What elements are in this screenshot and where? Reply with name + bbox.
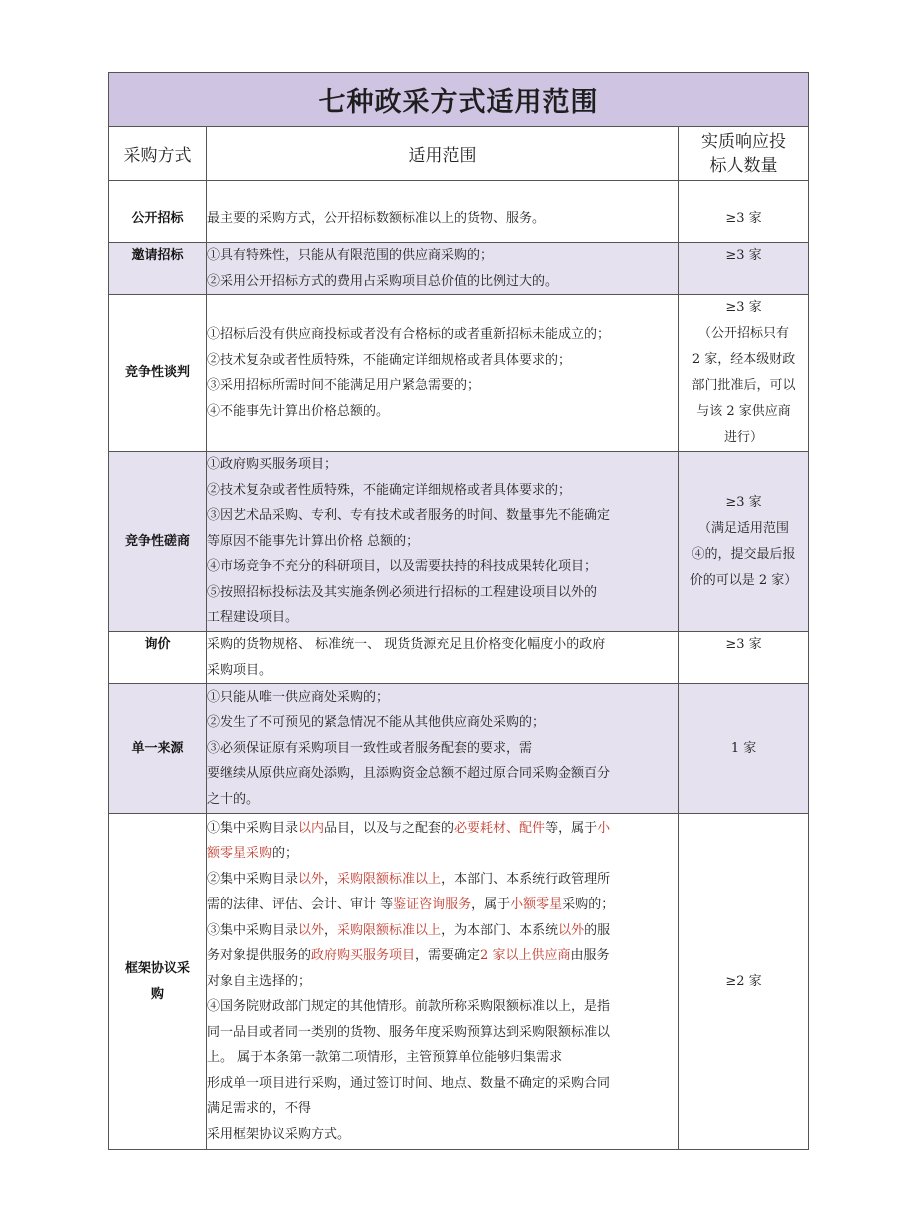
count-line: ④的，提交最后报 — [691, 546, 796, 562]
scope-cell — [207, 632, 679, 684]
scope-line: 同一品目或者同一类别的货物、服务年度采购预算达到采购限额标准以 — [207, 1024, 611, 1040]
count-line: 进行） — [724, 430, 764, 445]
count-line: ≥3 家 — [725, 494, 762, 510]
scope-cell — [207, 295, 679, 452]
scope-line: 之十的。 — [207, 791, 260, 807]
count-line: 部门批准后，可以 — [691, 378, 796, 393]
count-line: ≥3 家 — [725, 300, 762, 315]
scope-line: ②采用公开招标方式的费用占采购项目总价值的比例过大的。 — [207, 273, 559, 289]
scope-line: ①具有特殊性，只能从有限范围的供应商采购的； — [207, 248, 494, 263]
table-row — [109, 452, 809, 632]
table-row — [109, 295, 809, 452]
table-row — [109, 181, 809, 243]
scope-line: ③必须保证原有采购项目一致性或者服务配套的要求，需 — [207, 740, 533, 756]
count-line: （公开招标只有 — [698, 326, 790, 341]
count-cell — [679, 452, 809, 632]
scope-line: 要继续从原供应商处添购，且添购资金总额不超过原合同采购金额百分 — [207, 766, 611, 782]
scope-line: ③因艺术品采购、专利、专有技术或者服务的时间、数量事先不能确定 — [207, 508, 611, 524]
scope-line: 最主要的采购方式，公开招标数额标准以上的货物、服务。 — [207, 210, 546, 226]
scope-line: 形成单一项目进行采购，通过签订时间、地点、数量不确定的采购合同 — [207, 1075, 611, 1091]
count-line: ≥2 家 — [725, 973, 762, 989]
scope-line: ①只能从唯一供应商处采购的； — [207, 689, 390, 705]
procurement-methods-table — [108, 72, 809, 1150]
table-row — [109, 684, 809, 814]
scope-line: 采用框架协议采购方式。 — [207, 1126, 351, 1142]
scope-line: ⑤按照招标投标法及其实施条例必须进行招标的工程建设项目以外的 — [207, 584, 598, 600]
scope-paragraph-3: ③集中采购目录以外，采购限额标准以上，为本部门、本系统以外的服 务对象提供服务的政府购买服务项目，需要确定2 家以上供应商由服务 对象自主选择的； — [207, 922, 611, 989]
scope-cell — [207, 181, 679, 243]
table-row — [109, 243, 809, 295]
scope-line: ④国务院财政部门规定的其他情形。前款所称采购限额标准以上，是指 — [207, 999, 611, 1015]
scope-cell — [207, 684, 679, 814]
table-row — [109, 632, 809, 684]
table-row — [109, 814, 809, 1150]
count-line: ≥3 家 — [725, 248, 762, 263]
method-cell: 竞争性磋商 — [109, 452, 207, 632]
count-cell — [679, 814, 809, 1150]
method-cell: 公开招标 — [109, 181, 207, 243]
method-cell: 邀请招标 — [109, 243, 207, 295]
method-cell: 询价 — [109, 632, 207, 684]
header-row — [109, 127, 809, 181]
table-title: 七种政采方式适用范围 — [109, 73, 809, 127]
count-line: 2 家，经本级财政 — [691, 352, 796, 367]
header-count — [679, 127, 809, 181]
count-line: （满足适用范围 — [698, 520, 790, 536]
method-cell: 单一来源 — [109, 684, 207, 814]
count-line: 1 家 — [730, 740, 757, 756]
scope-line: ②技术复杂或者性质特殊，不能确定详细规格或者具体要求的； — [207, 352, 572, 368]
count-line: 与该 2 家供应商 — [696, 404, 791, 419]
count-line: ≥3 家 — [725, 637, 762, 652]
header-count-line2: 标人数量 — [709, 155, 778, 176]
header-method: 采购方式 — [109, 127, 207, 181]
method-line: 购 — [150, 986, 164, 1002]
method-cell: 竞争性谈判 — [109, 295, 207, 452]
scope-cell — [207, 814, 679, 1150]
scope-line: 上。 属于本条第一款第二项情形，主管预算单位能够归集需求 — [207, 1050, 563, 1066]
scope-line: ②技术复杂或者性质特殊，不能确定详细规格或者具体要求的； — [207, 482, 572, 498]
method-cell — [109, 814, 207, 1150]
scope-line: 等原因不能事先计算出价格 总额的； — [207, 533, 420, 549]
scope-line: ④市场竞争不充分的科研项目，以及需要扶持的科技成果转化项目； — [207, 559, 598, 575]
scope-line: 满足需求的，不得 — [207, 1101, 312, 1117]
count-cell — [679, 181, 809, 243]
scope-line: 采购的货物规格、 标准统一、 现货货源充足且价格变化幅度小的政府 — [207, 637, 606, 652]
method-line: 框架协议采 — [124, 960, 190, 976]
header-count-line1: 实质响应投 — [701, 131, 787, 152]
scope-line: ④不能事先计算出价格总额的。 — [207, 403, 390, 419]
scope-line: 采购项目。 — [207, 662, 273, 678]
count-line: ≥3 家 — [725, 210, 762, 226]
count-cell — [679, 243, 809, 295]
scope-line: 工程建设项目。 — [207, 610, 299, 626]
scope-line: ①招标后没有供应商投标或者没有合格标的或者重新招标未能成立的； — [207, 327, 611, 342]
scope-line: ③采用招标所需时间不能满足用户紧急需要的； — [207, 378, 481, 393]
scope-paragraph-1: ①集中采购目录以内品目，以及与之配套的必要耗材、配件等，属于小 额零星采购的； — [207, 820, 611, 862]
count-cell — [679, 295, 809, 452]
count-cell — [679, 684, 809, 814]
count-cell — [679, 632, 809, 684]
scope-line: ②发生了不可预见的紧急情况不能从其他供应商处采购的； — [207, 715, 546, 731]
scope-line: ①政府购买服务项目； — [207, 457, 338, 473]
scope-paragraph-2: ②集中采购目录以外，采购限额标准以上，本部门、本系统行政管理所 需的法律、评估、会计、审计 等鉴证咨询服务，属于小额零星采购的； — [207, 871, 615, 913]
count-line: 价的可以是 2 家） — [689, 572, 798, 588]
header-scope: 适用范围 — [207, 127, 679, 181]
scope-cell — [207, 452, 679, 632]
scope-cell — [207, 243, 679, 295]
